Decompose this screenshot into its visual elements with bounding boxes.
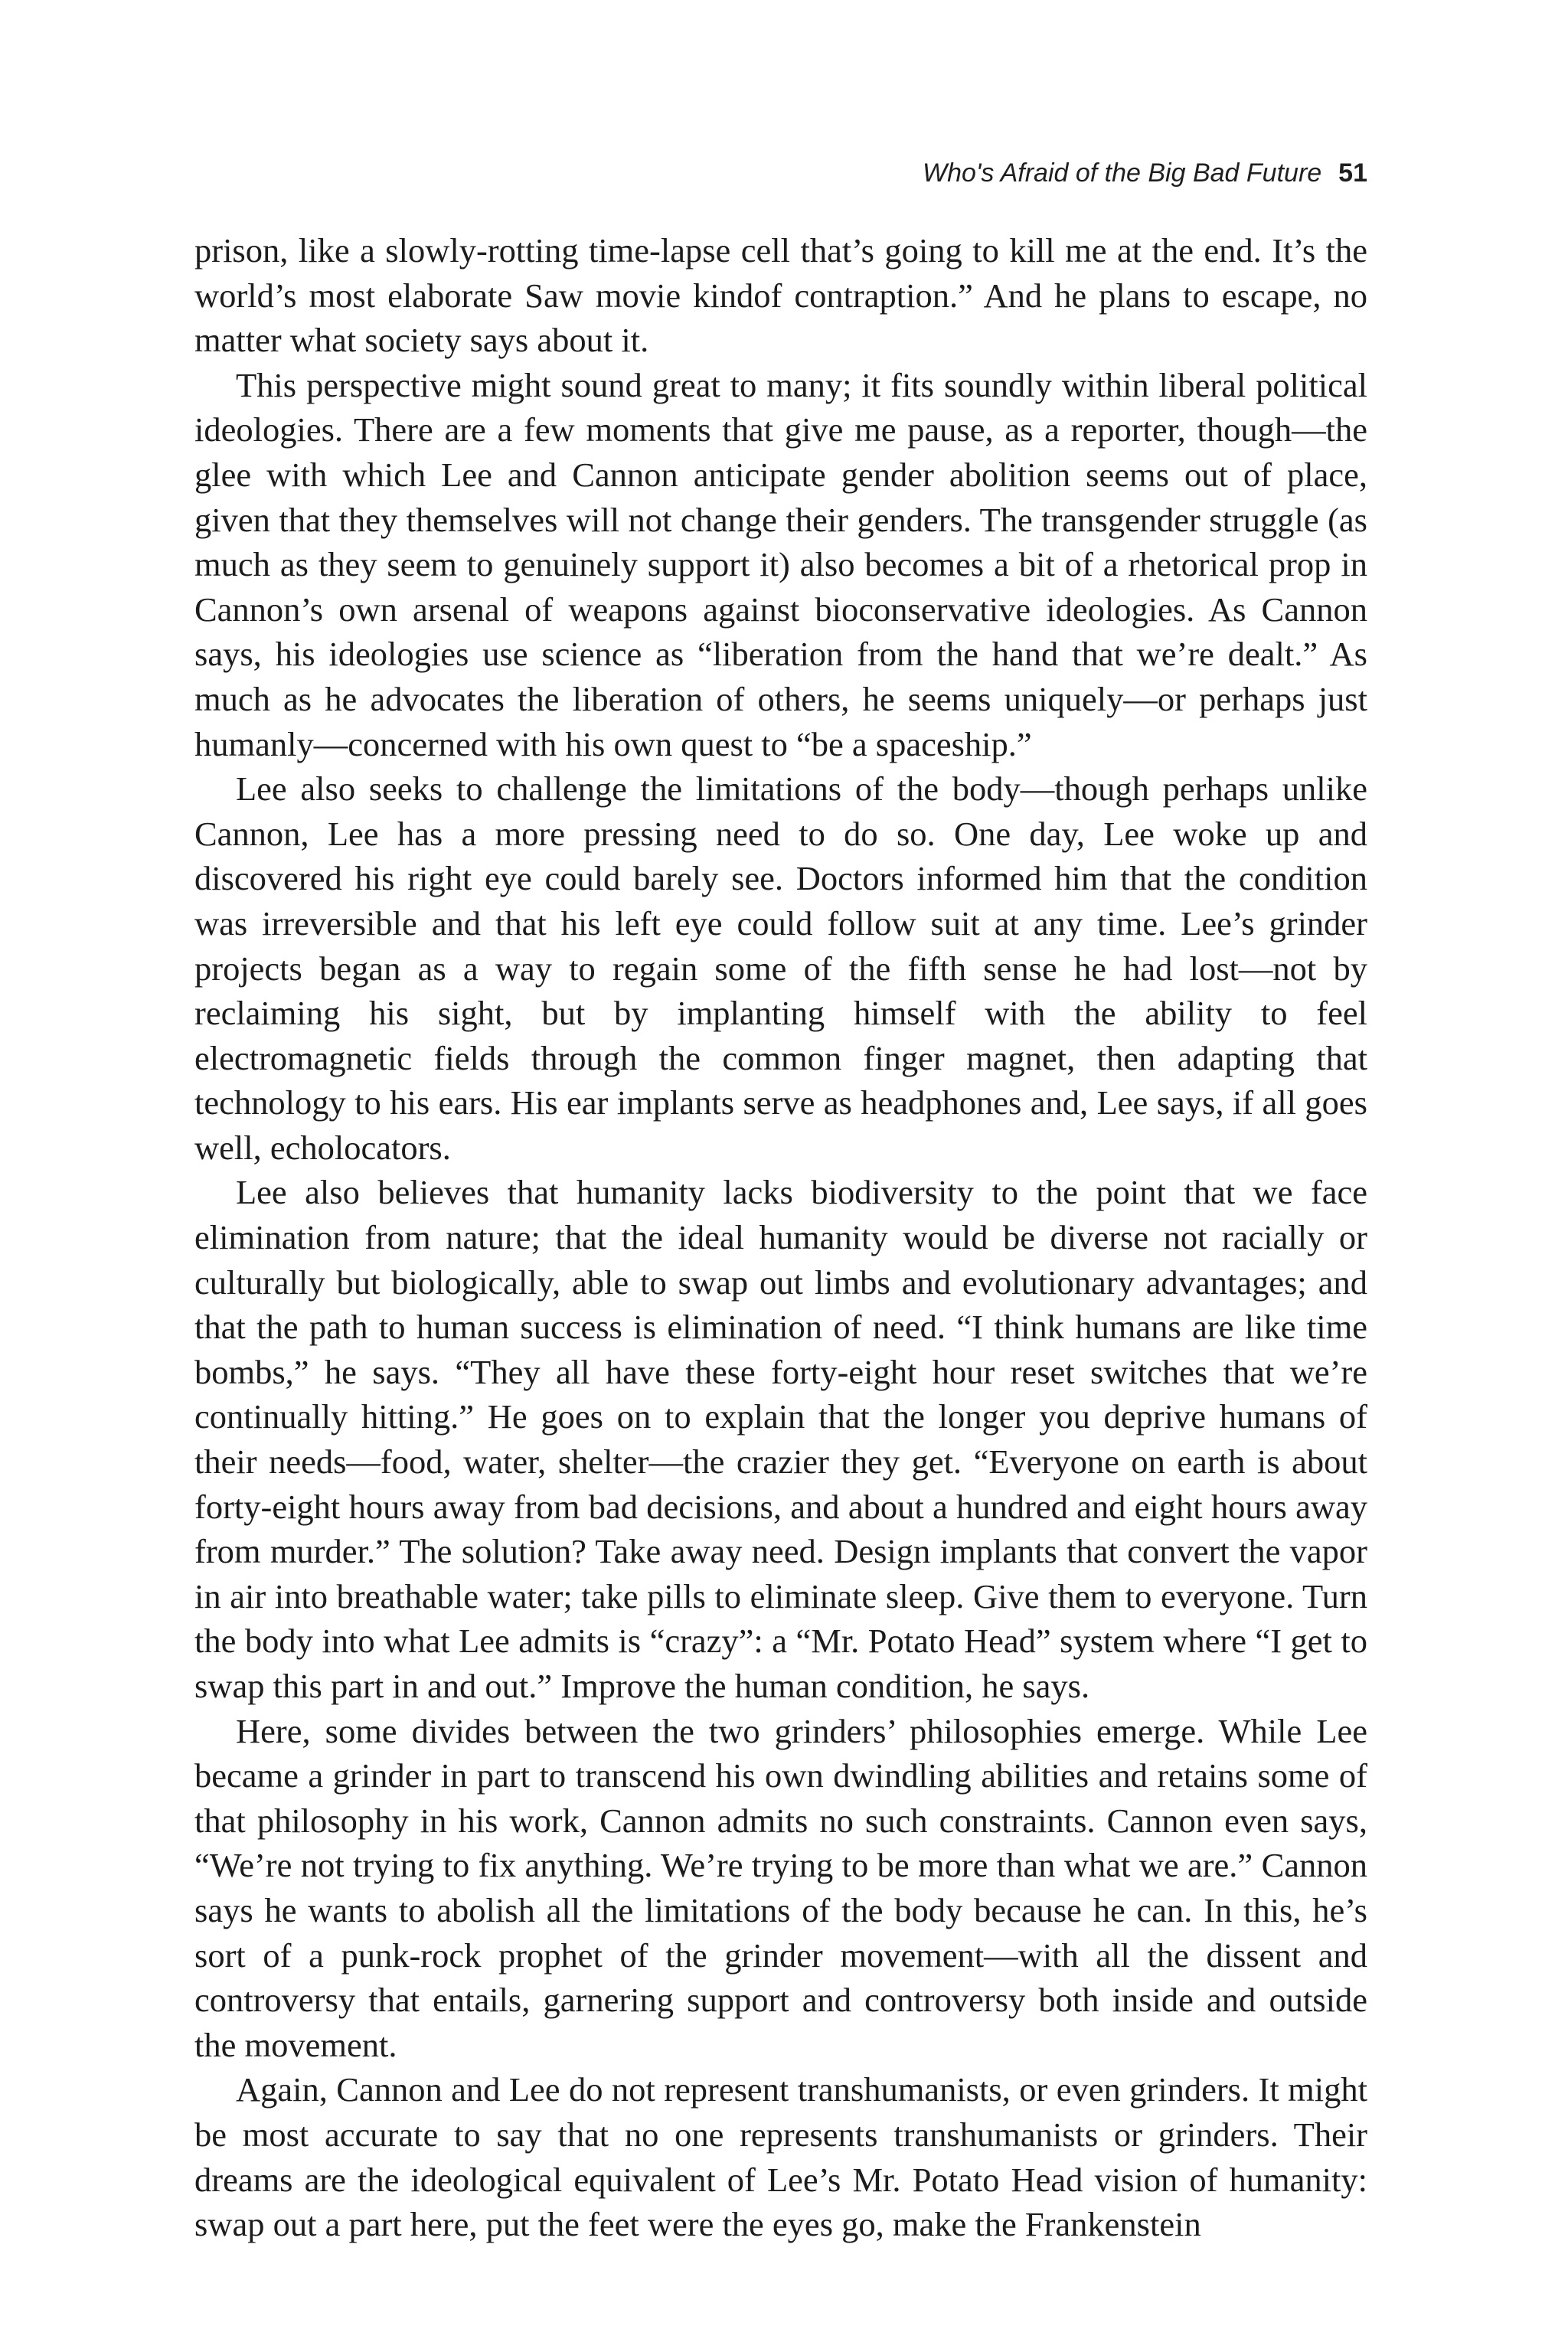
page-number: 51 <box>1338 158 1367 188</box>
paragraph-continued: prison, like a slowly-rotting time-lapse cell that’s going to kill me at the end. It’s the world’s most elaborate Saw movie kindof contraption.” And he plans to escape, no matter what society says about it. <box>194 231 1367 360</box>
paragraph: Again, Cannon and Lee do not represent transhumanists, or even grinders. It might be most accurate to say that no one represents transhumanists or grinders. Their dreams are the ideological equivalent of Lee’s Mr. Potato Head vision of humanity: swap out a part here, put the feet were the eyes go, make the Frankenstein <box>194 2070 1367 2244</box>
paragraph: Lee also seeks to challenge the limitations of the body—though perhaps unlike Cannon, Lee has a more pressing need to do so. One day, Lee woke up and discovered his right eye could barely see. Doctors informed him that the condition was irreversible and that his left eye could follow suit at any time. Lee’s grinder projects began as a way to regain some of the fifth sense he had lost—not by reclaiming his sight, but by implanting himself with the ability to feel electromagnetic fields through the common finger magnet, then adapting that technology to his ears. His ear implants serve as headphones and, Lee says, if all goes well, echolocators. <box>194 769 1367 1167</box>
paragraph: Lee also believes that humanity lacks biodiversity to the point that we face elimination from nature; that the ideal humanity would be diverse not racially or culturally but biologically, able to swap out limbs and evolutionary advantages; and that the path to human success is elimination of need. “I think humans are like time bombs,” he says. “They all have these forty-eight hour reset switches that we’re continually hitting.” He goes on to explain that the longer you deprive humans of their needs—food, water, shelter—the crazier they get. “Everyone on earth is about forty-eight hours away from bad decisions, and about a hundred and eight hours away from murder.” The solution? Take away need. Design implants that convert the vapor in air into breathable water; take pills to eliminate sleep. Give them to everyone. Turn the body into what Lee admits is “crazy”: a “Mr. Potato Head” system where “I get to swap this part in and out.” Improve the human condition, he says. <box>194 1173 1367 1705</box>
running-head-title: Who's Afraid of the Big Bad Future <box>923 158 1322 188</box>
paragraph: Here, some divides between the two grinders’ philosophies emerge. While Lee became a grinder in part to transcend his own dwindling abilities and retains some of that philosophy in his work, Cannon admits no such constraints. Cannon even says, “We’re not trying to fix anything. We’re trying to be more than what we are.” Cannon says he wants to abolish all the limitations of the body because he can. In this, he’s sort of a punk-rock prophet of the grinder movement—with all the dissent and controversy that entails, garnering support and controversy both inside and outside the movement. <box>194 1711 1367 2064</box>
body-text <box>194 228 1367 2247</box>
running-head <box>194 158 1367 188</box>
paragraph: This perspective might sound great to many; it fits soundly within liberal political ideologies. There are a few moments that give me pause, as a reporter, though—the glee with which Lee and Cannon anticipate gender abolition seems out of place, given that they themselves will not change their genders. The transgender struggle (as much as they seem to genuinely support it) also becomes a bit of a rhetorical prop in Cannon’s own arsenal of weapons against bioconservative ideologies. As Cannon says, his ideologies use science as “liberation from the hand that we’re dealt.” As much as he advocates the liberation of others, he seems uniquely—or perhaps just humanly—concerned with his own quest to “be a spaceship.” <box>194 365 1367 763</box>
